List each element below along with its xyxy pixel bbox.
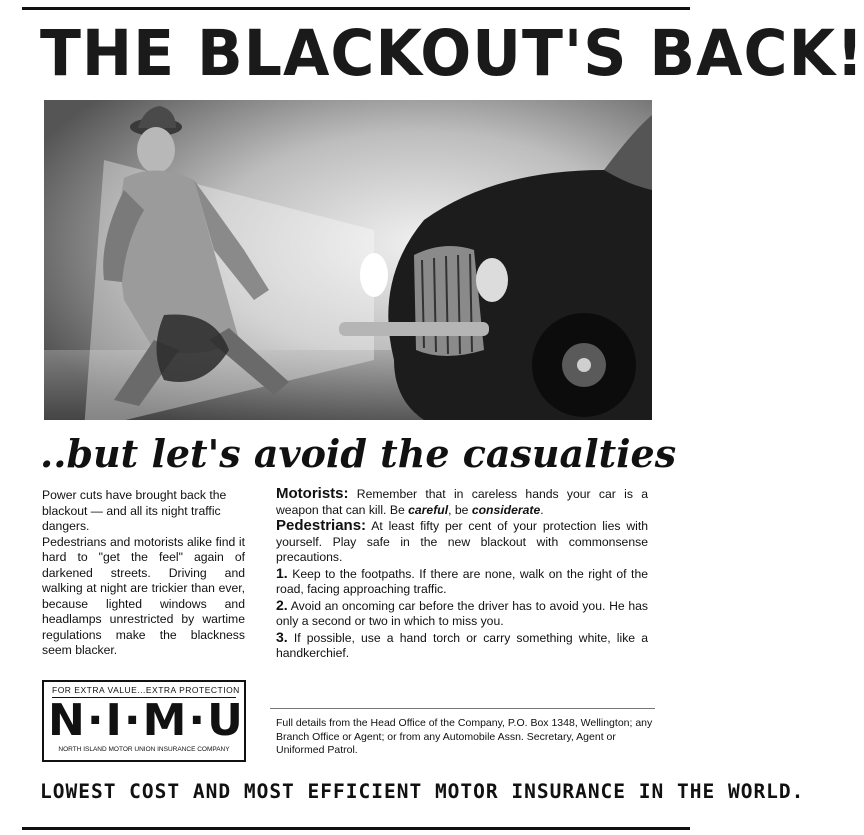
tip-3 (276, 630, 648, 662)
nimu-logo: N·I·M·U (48, 695, 245, 746)
subheadline: ..but let's avoid the casualties (40, 431, 677, 476)
bottom-rule (22, 827, 690, 830)
motorists-lead: Motorists: (276, 485, 349, 502)
pedestrians-lead: Pedestrians: (276, 517, 367, 534)
tip-2-number: 2. (276, 596, 288, 613)
nimu-company-name: NORTH ISLAND MOTOR UNION INSURANCE COMPANY (58, 746, 230, 753)
motorists-considerate: considerate (471, 502, 541, 517)
motorists-text-1: Remember that in careless hands your car is a weapon that can kill. Be (276, 487, 648, 517)
contact-details: Full details from the Head Office of the Company, P.O. Box 1348, Wellington; any Branch Office or Agent; or from any Automobile Assn. Secretary, Agent or Uniformed Patrol. (276, 717, 653, 756)
nimu-tagline: FOR EXTRA VALUE...EXTRA PROTECTION (52, 684, 236, 698)
motorists-text-3: . (540, 502, 544, 517)
nimu-logo-box (42, 680, 246, 762)
pedestrians-paragraph (276, 518, 648, 566)
motorists-text-2: , be (448, 502, 472, 517)
top-rule (22, 7, 690, 10)
intro-column (42, 488, 245, 659)
tip-2 (276, 598, 648, 630)
details-divider (270, 708, 655, 709)
intro-paragraph-1: Power cuts have brought back the blackout — and all its night traffic dangers. (42, 488, 227, 533)
headlight (360, 253, 388, 297)
tip-3-number: 3. (276, 628, 288, 645)
bottom-tagline: LOWEST COST AND MOST EFFICIENT MOTOR INSURANCE IN THE WORLD. (40, 780, 805, 803)
bumper (339, 322, 489, 336)
tip-2-text: Avoid an oncoming car before the driver has to avoid you. He has only a second or two in which to miss you. (276, 598, 649, 628)
tip-1-text: Keep to the footpaths. If there are none, walk on the right of the road, facing approaching traffic. (276, 566, 648, 596)
tip-1 (276, 566, 648, 598)
motorists-careful: careful (408, 502, 449, 517)
tip-1-number: 1. (276, 564, 288, 581)
illustration-pedestrian-and-car (44, 100, 652, 420)
pedestrians-text: At least fifty per cent of your protection lies with yourself. Play safe in the new blackout with commonsense precautions. (276, 519, 648, 564)
tip-3-text: If possible, use a hand torch or carry something white, like a handkerchief. (276, 630, 649, 660)
intro-paragraph-2: Pedestrians and motorists alike find it hard to "get the feel" again of darkened streets. Driving and walking at night are trickier than ever, because lighted windows and headlamps unrestricted by wartime regulations make the blackness seem blacker. (42, 534, 245, 657)
motorists-paragraph (276, 486, 648, 518)
headline: THE BLACKOUT'S BACK! (40, 17, 864, 91)
advice-column (276, 486, 648, 662)
